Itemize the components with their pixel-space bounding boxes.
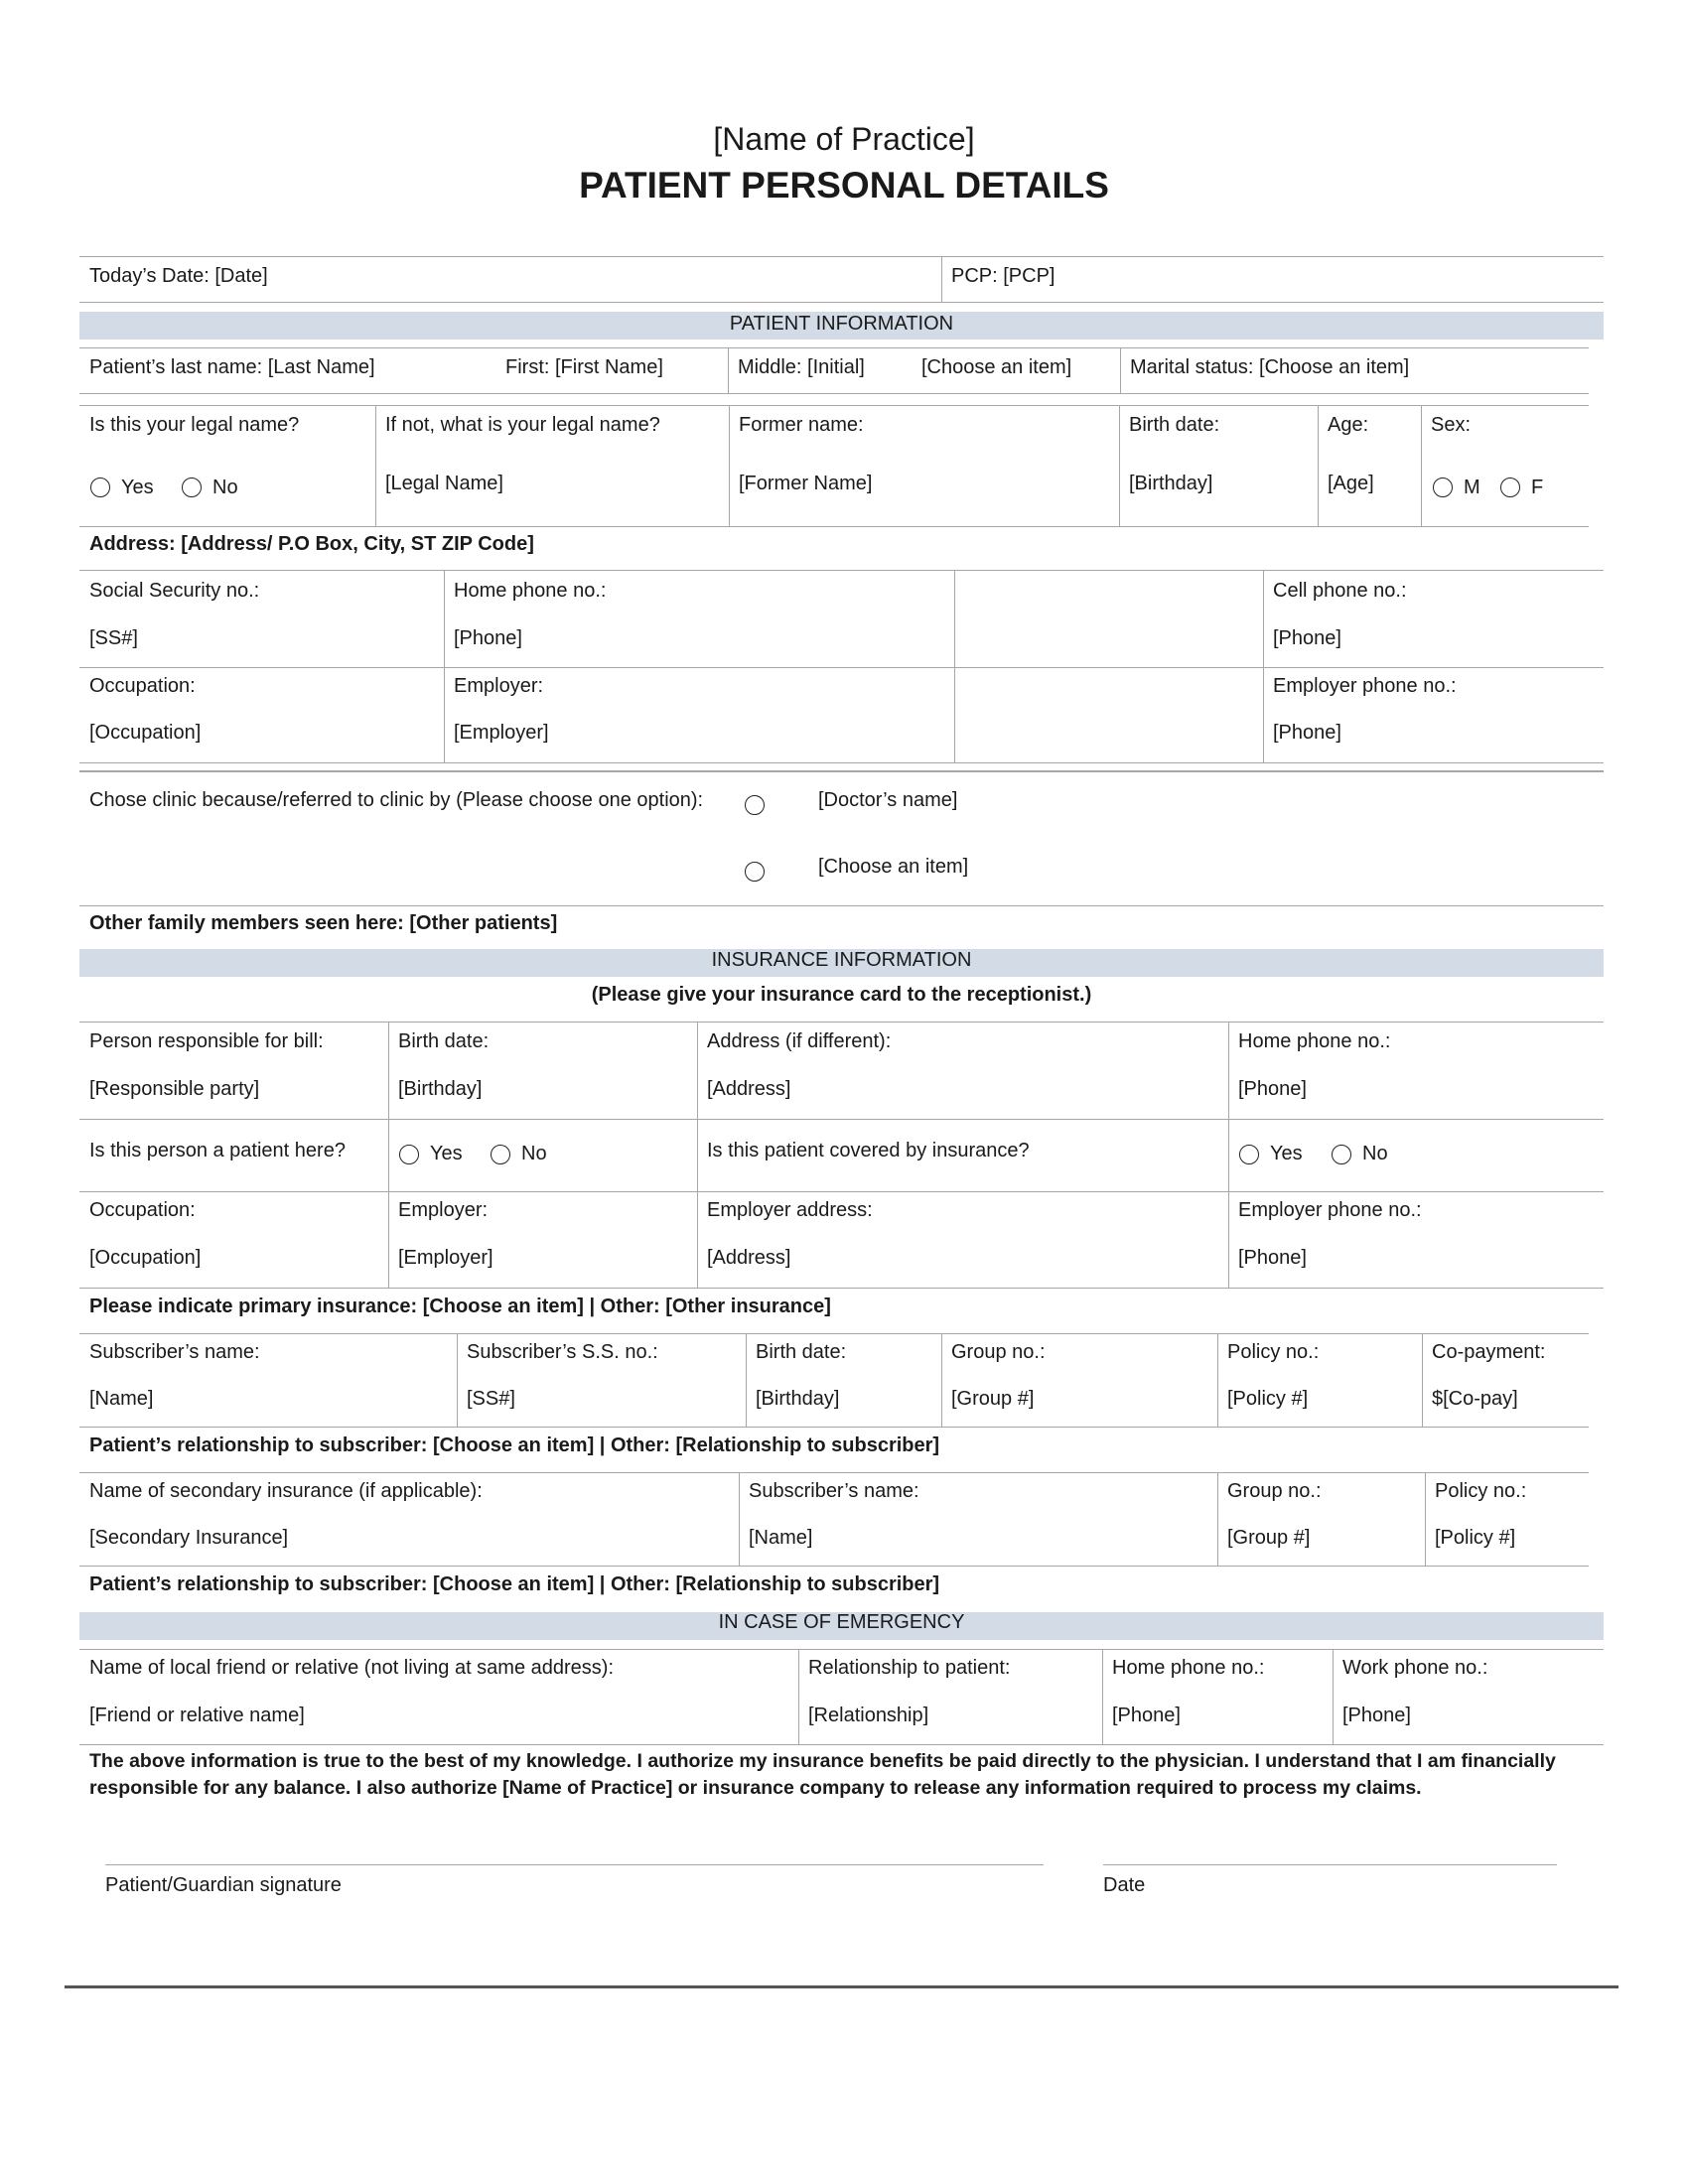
divider <box>954 570 955 762</box>
divider <box>941 1333 942 1427</box>
divider <box>1228 1022 1229 1288</box>
subscriber-ss-field[interactable]: [SS#] <box>467 1388 515 1410</box>
employer-phone-field[interactable]: [Phone] <box>1273 722 1341 744</box>
signature-line[interactable] <box>105 1864 1044 1865</box>
group-label: Group no.: <box>951 1341 1046 1363</box>
copay-field[interactable]: $[Co-pay] <box>1432 1388 1518 1410</box>
date-line[interactable] <box>1103 1864 1557 1865</box>
rule <box>79 1472 1589 1473</box>
insurance-note: (Please give your insurance card to the receptionist.) <box>591 984 1092 1006</box>
patient-here-no-radio[interactable] <box>491 1145 510 1164</box>
legal-name-question: Is this your legal name? <box>89 414 300 436</box>
subscriber-name-label: Subscriber’s name: <box>89 1341 260 1363</box>
sec-group-label: Group no.: <box>1227 1480 1322 1502</box>
date-label: Date <box>1103 1874 1146 1896</box>
divider <box>1217 1472 1218 1566</box>
divider <box>1425 1472 1426 1566</box>
policy-label: Policy no.: <box>1227 1341 1320 1363</box>
home-phone-label: Home phone no.: <box>454 580 607 602</box>
birth-date-field[interactable]: [Birthday] <box>1129 473 1213 494</box>
divider <box>739 1472 740 1566</box>
rule <box>79 905 1604 906</box>
rule <box>79 1744 1604 1745</box>
rule <box>79 1333 1589 1334</box>
address-field[interactable]: Address: [Address/ P.O Box, City, ST ZIP Code] <box>89 533 534 555</box>
covered-no-label: No <box>1362 1143 1388 1164</box>
statement-line-1: The above information is true to the best of my knowledge. I authorize my insurance benefits be paid directly to the physician. I understand that I am financially <box>89 1750 1556 1772</box>
sex-label: Sex: <box>1431 414 1472 436</box>
ss-field[interactable]: [SS#] <box>89 627 138 649</box>
primary-insurance-field[interactable]: Please indicate primary insurance: [Choose an item] | Other: [Other insurance] <box>89 1296 831 1317</box>
first-name-field[interactable]: First: [First Name] <box>505 356 663 378</box>
name-title-dropdown[interactable]: [Choose an item] <box>921 356 1072 378</box>
rule <box>79 1649 1604 1650</box>
rule <box>79 405 1589 406</box>
patient-here-question: Is this person a patient here? <box>89 1140 346 1161</box>
rule <box>79 1119 1604 1120</box>
rule <box>79 570 1604 571</box>
covered-no-radio[interactable] <box>1332 1145 1351 1164</box>
divider <box>697 1022 698 1288</box>
divider <box>1333 1649 1334 1744</box>
occupation-label: Occupation: <box>89 675 196 697</box>
cell-phone-field[interactable]: [Phone] <box>1273 627 1341 649</box>
ins-occupation-field[interactable]: [Occupation] <box>89 1247 202 1269</box>
ins-employer-field[interactable]: [Employer] <box>398 1247 493 1269</box>
legal-name-label: If not, what is your legal name? <box>385 414 660 436</box>
resp-address-label: Address (if different): <box>707 1030 892 1052</box>
divider <box>1120 347 1121 393</box>
divider <box>1318 405 1319 526</box>
rule <box>79 256 1604 257</box>
patient-here-yes-label: Yes <box>430 1143 463 1164</box>
middle-initial-field[interactable]: Middle: [Initial] <box>738 356 865 378</box>
marital-status-dropdown[interactable]: Marital status: [Choose an item] <box>1130 356 1410 378</box>
sec-policy-label: Policy no.: <box>1435 1480 1527 1502</box>
age-field[interactable]: [Age] <box>1328 473 1374 494</box>
sec-group-field[interactable]: [Group #] <box>1227 1527 1311 1549</box>
sex-f-radio[interactable] <box>1500 478 1520 497</box>
em-home-phone-label: Home phone no.: <box>1112 1657 1265 1679</box>
secondary-label: Name of secondary insurance (if applicable): <box>89 1480 483 1502</box>
employer-label: Employer: <box>454 675 544 697</box>
rule <box>79 762 1604 763</box>
divider <box>1263 570 1264 762</box>
divider <box>729 405 730 526</box>
rule <box>79 302 1604 303</box>
divider <box>375 405 376 526</box>
home-phone-field[interactable]: [Phone] <box>454 627 522 649</box>
bottom-rule <box>65 1985 1618 1988</box>
rule <box>79 347 1589 348</box>
ins-employer-phone-field[interactable]: [Phone] <box>1238 1247 1307 1269</box>
ins-employer-address-field[interactable]: [Address] <box>707 1247 791 1269</box>
section-title-emergency: IN CASE OF EMERGENCY <box>718 1611 965 1633</box>
divider <box>1119 405 1120 526</box>
divider <box>1217 1333 1218 1427</box>
former-name-label: Former name: <box>739 414 864 436</box>
sex-f-label: F <box>1531 477 1544 498</box>
employer-field[interactable]: [Employer] <box>454 722 549 744</box>
em-relationship-label: Relationship to patient: <box>808 1657 1011 1679</box>
divider <box>457 1333 458 1427</box>
covered-yes-label: Yes <box>1270 1143 1303 1164</box>
relationship-secondary-field[interactable]: Patient’s relationship to subscriber: [Choose an item] | Other: [Relationship to subscriber] <box>89 1573 940 1595</box>
practice-name: [Name of Practice] <box>713 121 975 157</box>
legal-yes-label: Yes <box>121 477 154 498</box>
ss-label: Social Security no.: <box>89 580 260 602</box>
em-relationship-field[interactable]: [Relationship] <box>808 1705 929 1726</box>
sub-birth-label: Birth date: <box>756 1341 847 1363</box>
rule <box>79 1191 1604 1192</box>
section-title-patient: PATIENT INFORMATION <box>729 313 954 335</box>
section-title-insurance: INSURANCE INFORMATION <box>711 949 972 971</box>
em-work-phone-label: Work phone no.: <box>1342 1657 1488 1679</box>
employer-phone-label: Employer phone no.: <box>1273 675 1457 697</box>
age-label: Age: <box>1328 414 1369 436</box>
resp-home-phone-label: Home phone no.: <box>1238 1030 1391 1052</box>
divider <box>444 570 445 762</box>
referral-doctor-field[interactable]: [Doctor’s name] <box>818 789 958 811</box>
legal-yes-radio[interactable] <box>90 478 110 497</box>
friend-label: Name of local friend or relative (not living at same address): <box>89 1657 615 1679</box>
referral-choice-dropdown[interactable]: [Choose an item] <box>818 856 969 878</box>
occupation-field[interactable]: [Occupation] <box>89 722 202 744</box>
sec-subscriber-field[interactable]: [Name] <box>749 1527 813 1549</box>
sex-m-radio[interactable] <box>1433 478 1453 497</box>
ins-employer-phone-label: Employer phone no.: <box>1238 1199 1422 1221</box>
last-name-field[interactable]: Patient’s last name: [Last Name] <box>89 356 375 378</box>
legal-no-radio[interactable] <box>182 478 202 497</box>
former-name-field[interactable]: [Former Name] <box>739 473 873 494</box>
sub-birth-field[interactable]: [Birthday] <box>756 1388 840 1410</box>
ins-employer-label: Employer: <box>398 1199 489 1221</box>
copay-label: Co-payment: <box>1432 1341 1546 1363</box>
referral-doctor-radio[interactable] <box>745 795 765 815</box>
rule <box>79 1427 1589 1428</box>
birth-date-label: Birth date: <box>1129 414 1220 436</box>
responsible-label: Person responsible for bill: <box>89 1030 324 1052</box>
divider <box>941 256 942 302</box>
statement-line-2: responsible for any balance. I also authorize [Name of Practice] or insurance company to release any information required to process my claims. <box>89 1777 1422 1799</box>
ins-employer-address-label: Employer address: <box>707 1199 873 1221</box>
resp-address-field[interactable]: [Address] <box>707 1078 791 1100</box>
group-field[interactable]: [Group #] <box>951 1388 1035 1410</box>
referral-choice-radio[interactable] <box>745 862 765 882</box>
resp-home-phone-field[interactable]: [Phone] <box>1238 1078 1307 1100</box>
legal-no-label: No <box>212 477 238 498</box>
covered-yes-radio[interactable] <box>1239 1145 1259 1164</box>
sex-m-label: M <box>1464 477 1480 498</box>
todays-date-field[interactable]: Today’s Date: [Date] <box>89 265 268 287</box>
rule <box>79 770 1604 772</box>
covered-question: Is this patient covered by insurance? <box>707 1140 1030 1161</box>
secondary-field[interactable]: [Secondary Insurance] <box>89 1527 289 1549</box>
signature-label: Patient/Guardian signature <box>105 1874 342 1896</box>
divider <box>746 1333 747 1427</box>
rule <box>79 1566 1589 1567</box>
em-work-phone-field[interactable]: [Phone] <box>1342 1705 1411 1726</box>
rule <box>79 1022 1604 1023</box>
legal-name-field[interactable]: [Legal Name] <box>385 473 503 494</box>
divider <box>798 1649 799 1744</box>
relationship-primary-field[interactable]: Patient’s relationship to subscriber: [Choose an item] | Other: [Relationship to subscriber] <box>89 1434 940 1456</box>
resp-birth-label: Birth date: <box>398 1030 490 1052</box>
divider <box>388 1022 389 1288</box>
policy-field[interactable]: [Policy #] <box>1227 1388 1309 1410</box>
sec-subscriber-label: Subscriber’s name: <box>749 1480 919 1502</box>
pcp-field[interactable]: PCP: [PCP] <box>951 265 1055 287</box>
referral-question: Chose clinic because/referred to clinic by (Please choose one option): <box>89 789 704 811</box>
family-members-field[interactable]: Other family members seen here: [Other patients] <box>89 912 558 934</box>
divider <box>1421 405 1422 526</box>
ins-occupation-label: Occupation: <box>89 1199 196 1221</box>
rule <box>79 393 1589 394</box>
em-home-phone-field[interactable]: [Phone] <box>1112 1705 1181 1726</box>
responsible-field[interactable]: [Responsible party] <box>89 1078 260 1100</box>
page-title: PATIENT PERSONAL DETAILS <box>579 165 1109 205</box>
rule <box>79 526 1589 527</box>
divider <box>1102 1649 1103 1744</box>
subscriber-name-field[interactable]: [Name] <box>89 1388 154 1410</box>
friend-field[interactable]: [Friend or relative name] <box>89 1705 305 1726</box>
subscriber-ss-label: Subscriber’s S.S. no.: <box>467 1341 658 1363</box>
cell-phone-label: Cell phone no.: <box>1273 580 1407 602</box>
patient-here-yes-radio[interactable] <box>399 1145 419 1164</box>
resp-birth-field[interactable]: [Birthday] <box>398 1078 483 1100</box>
rule <box>79 667 1604 668</box>
rule <box>79 1288 1604 1289</box>
sec-policy-field[interactable]: [Policy #] <box>1435 1527 1516 1549</box>
patient-here-no-label: No <box>521 1143 547 1164</box>
divider <box>1422 1333 1423 1427</box>
divider <box>728 347 729 393</box>
